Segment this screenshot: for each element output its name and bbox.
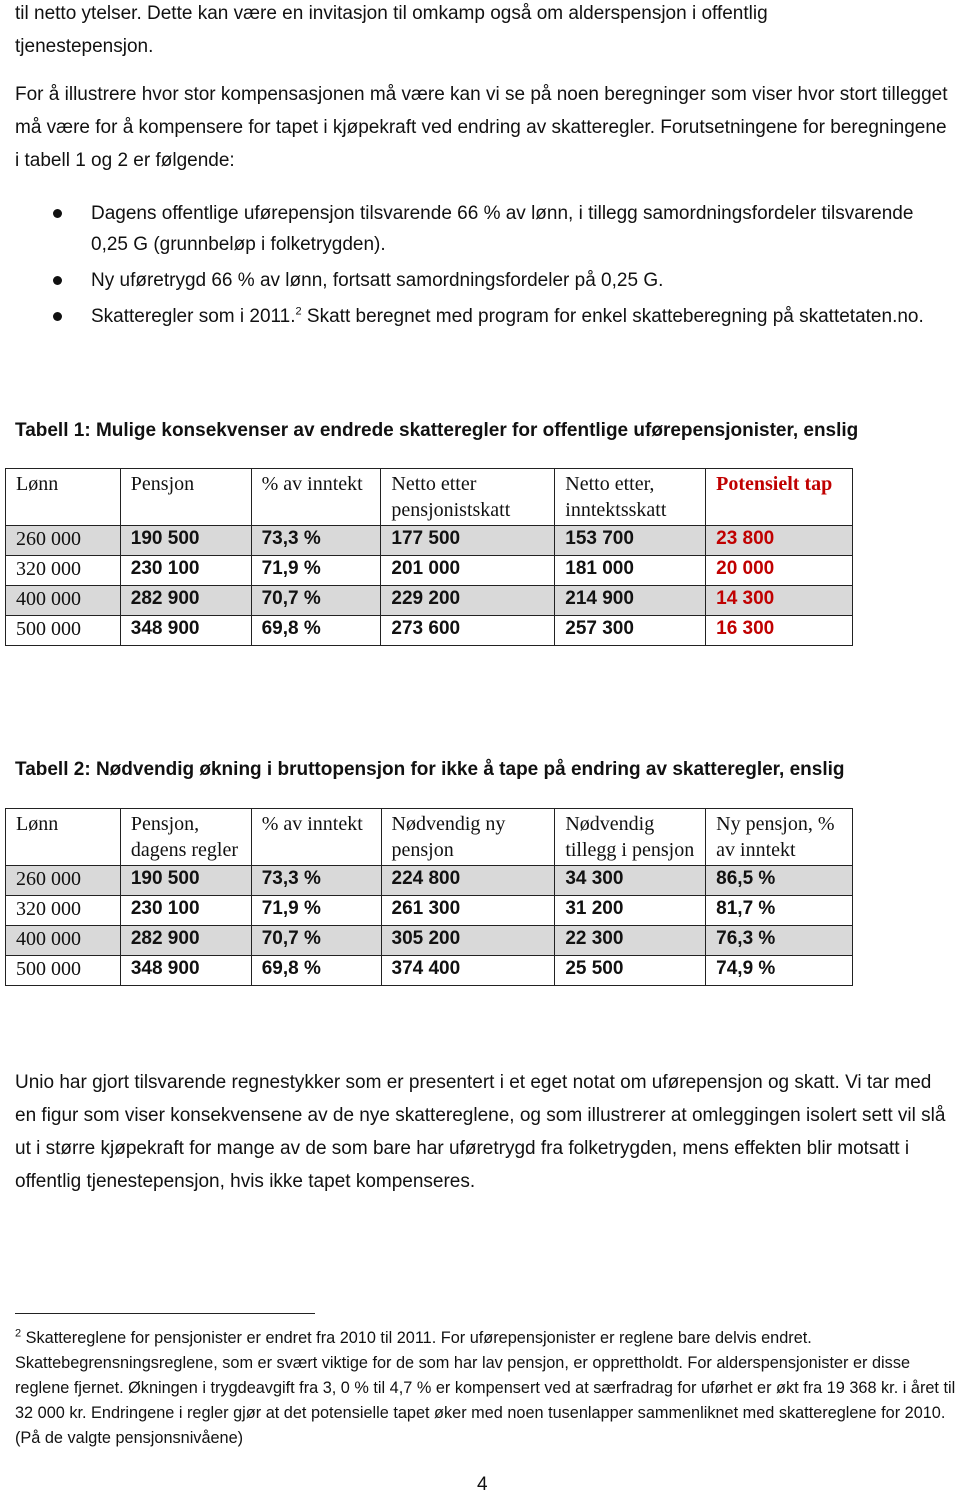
table-cell: 273 600: [381, 616, 555, 646]
table-cell: 76,3 %: [706, 926, 853, 956]
table-cell: 230 100: [120, 556, 251, 586]
column-header: % av inntekt: [251, 809, 381, 866]
intro-line-1: til netto ytelser. Dette kan være en invitasjon til omkamp også om alderspensjon i offentlig: [15, 3, 768, 24]
table-cell: 348 900: [120, 956, 251, 986]
table-cell: 261 300: [381, 896, 555, 926]
table-cell: 14 300: [706, 586, 853, 616]
list-item-text: Dagens offentlige uførepensjon tilsvarende 66 % av lønn, i tillegg samordningsfordeler tilsvarende 0,25 G (grunnbeløp i folketrygden).: [91, 203, 914, 255]
bullet-icon: [53, 312, 62, 321]
table-cell: 305 200: [381, 926, 555, 956]
table-header-row: [6, 809, 853, 866]
table-cell: 71,9 %: [251, 896, 381, 926]
column-header: Netto etter, inntektsskatt: [555, 469, 706, 526]
column-header: Ny pensjon, % av inntekt: [706, 809, 853, 866]
table-cell: 400 000: [6, 926, 121, 956]
table-cell: 320 000: [6, 556, 121, 586]
column-header: % av inntekt: [251, 469, 381, 526]
table-cell: 20 000: [706, 556, 853, 586]
intro-paragraph: [15, 0, 950, 63]
table-cell: 224 800: [381, 866, 555, 896]
table-1-caption: Tabell 1: Mulige konsekvenser av endrede skatteregler for offentlige uførepensjonister, enslig: [15, 420, 859, 441]
table-cell: 70,7 %: [251, 926, 381, 956]
column-header: Nødvendig ny pensjon: [381, 809, 555, 866]
list-item-text: Skatt beregnet med program for enkel skatteberegning på skattetaten.no.: [301, 306, 924, 327]
column-header: Netto etter pensjonistskatt: [381, 469, 555, 526]
table-cell: 282 900: [120, 926, 251, 956]
table-row: [6, 866, 853, 896]
column-header: Pensjon, dagens regler: [120, 809, 251, 866]
table-row: [6, 956, 853, 986]
table-row: [6, 556, 853, 586]
table-cell: 500 000: [6, 616, 121, 646]
table-row: [6, 896, 853, 926]
bullet-icon: [53, 209, 62, 218]
table-cell: 500 000: [6, 956, 121, 986]
table-cell: 229 200: [381, 586, 555, 616]
list-item: [15, 198, 950, 260]
table-cell: 81,7 %: [706, 896, 853, 926]
bullet-icon: [53, 276, 62, 285]
table-cell: 374 400: [381, 956, 555, 986]
table-row: [6, 616, 853, 646]
table-row: [6, 526, 853, 556]
table-cell: 153 700: [555, 526, 706, 556]
table-cell: 260 000: [6, 526, 121, 556]
list-item-text: Skatteregler som i 2011.: [91, 306, 296, 327]
table-cell: 201 000: [381, 556, 555, 586]
table-cell: 348 900: [120, 616, 251, 646]
table-2-caption: Tabell 2: Nødvendig økning i bruttopensjon for ikke å tape på endring av skatteregler, enslig: [15, 759, 845, 780]
table-row: [6, 926, 853, 956]
table-row: [6, 586, 853, 616]
table-cell: 260 000: [6, 866, 121, 896]
table-cell: 177 500: [381, 526, 555, 556]
table-cell: 31 200: [555, 896, 706, 926]
column-header: Lønn: [6, 809, 121, 866]
table-cell: 282 900: [120, 586, 251, 616]
table-cell: 34 300: [555, 866, 706, 896]
table-cell: 25 500: [555, 956, 706, 986]
table-cell: 230 100: [120, 896, 251, 926]
column-header: Nødvendig tillegg i pensjon: [555, 809, 706, 866]
table-cell: 70,7 %: [251, 586, 381, 616]
list-item: [15, 301, 950, 332]
footnote-marker: 2: [15, 1327, 22, 1340]
list-item: [15, 265, 950, 296]
table-2: [5, 808, 853, 986]
table-cell: 22 300: [555, 926, 706, 956]
table-cell: 257 300: [555, 616, 706, 646]
column-header: Lønn: [6, 469, 121, 526]
table-1: [5, 468, 853, 646]
table-cell: 23 800: [706, 526, 853, 556]
table-header-row: [6, 469, 853, 526]
table-cell: 69,8 %: [251, 616, 381, 646]
list-item-text: Ny uføretrygd 66 % av lønn, fortsatt samordningsfordeler på 0,25 G.: [91, 270, 664, 291]
footnote-reference[interactable]: 2: [295, 305, 302, 318]
assumptions-paragraph: For å illustrere hvor stor kompensasjonen må være kan vi se på noen beregninger som viser hvor stort tillegget må være for å kompensere for tapet i kjøpekraft ved endring av skatteregler. Forutsetningene for beregningene i tabell 1 og 2 er følgende:: [15, 84, 948, 171]
table-cell: 73,3 %: [251, 866, 381, 896]
footnote-text: Skattereglene for pensjonister er endret fra 2010 til 2011. For uførepensjonister er reglene bare delvis endret. Skattebegrensningsreglene, som er svært viktige for de som har lav pensjon, er opprettholdt. For alderspensjonister er disse reglene fjernet. Økningen i trygdeavgift fra 3, 0 % til 4,7 % er kompensert ved at særfradrag for uførhet er økt fra 19 368 kr. i året til 32 000 kr. Endringene i regler gjør at det potensielle tapet øker med noen tusenlapper sammenliknet med skattereglene for 2010. (På de valgte pensjonsnivåene): [15, 1329, 956, 1447]
assumptions-list: [15, 198, 950, 337]
table-cell: 400 000: [6, 586, 121, 616]
table-cell: 71,9 %: [251, 556, 381, 586]
table-cell: 214 900: [555, 586, 706, 616]
column-header: Potensielt tap: [706, 469, 853, 526]
table-cell: 320 000: [6, 896, 121, 926]
table-cell: 190 500: [120, 526, 251, 556]
footnote: [15, 1326, 960, 1451]
table-cell: 16 300: [706, 616, 853, 646]
table-cell: 69,8 %: [251, 956, 381, 986]
column-header: Pensjon: [120, 469, 251, 526]
footnote-separator: [15, 1313, 315, 1314]
intro-line-2: tjenestepensjon.: [15, 36, 154, 57]
table-cell: 190 500: [120, 866, 251, 896]
table-cell: 74,9 %: [706, 956, 853, 986]
table-cell: 181 000: [555, 556, 706, 586]
table-cell: 86,5 %: [706, 866, 853, 896]
closing-paragraph: Unio har gjort tilsvarende regnestykker som er presentert i et eget notat om uførepensjon og skatt. Vi tar med en figur som viser konsekvensene av de nye skattereglene, og som illustrerer at omleggingen isolert sett vil slå ut i større kjøpekraft for mange av de som bare har uføretrygd fra folketrygden, mens effekten blir motsatt i offentlig tjenestepensjon, hvis ikke tapet kompenseres.: [15, 1072, 946, 1192]
page-number: 4: [477, 1474, 488, 1495]
table-cell: 73,3 %: [251, 526, 381, 556]
